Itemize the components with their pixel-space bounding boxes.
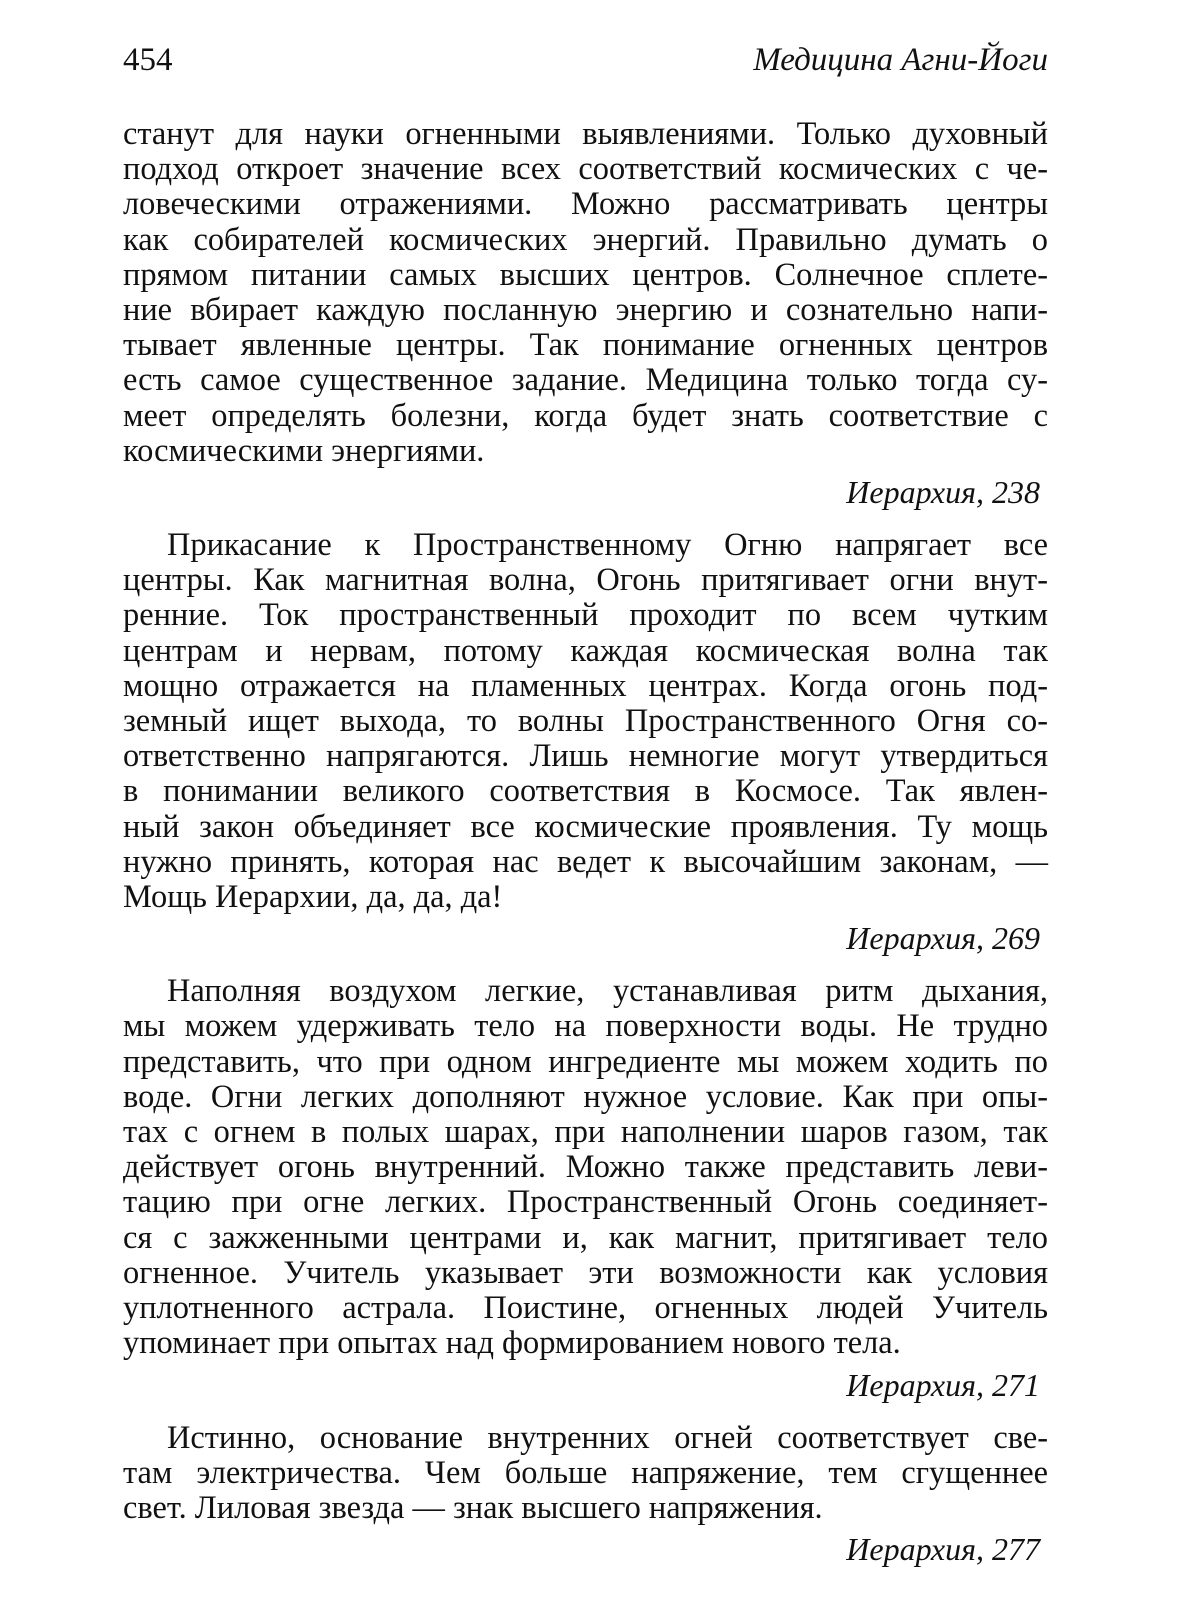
paragraph-4 (123, 1421, 1048, 1527)
text-line: центры. Как магнитная волна, Огонь притягивает огни внут- (123, 562, 1048, 599)
text-line: Прикасание к Пространственному Огню напрягает все (167, 527, 1048, 564)
text-line: Наполняя воздухом легкие, устанавливая ритм дыхания, (167, 973, 1048, 1010)
text-line: меет определять болезни, когда будет знать соответствие с (123, 397, 1048, 434)
text-line: уплотненного астрала. Поистине, огненных людей Учитель (123, 1290, 1048, 1327)
text-line: в понимании великого соответствия в Космосе. Так явлен- (123, 773, 1048, 810)
source-citation: Иерархия, 271 (846, 1366, 1040, 1403)
text-line: тывает явленные центры. Так понимание огненных центров (123, 327, 1048, 364)
text-line: ный закон объединяет все космические проявления. Ту мощь (123, 808, 1048, 845)
text-line: есть самое существенное задание. Медицина только тогда су- (123, 362, 1048, 399)
text-line: прямом питании самых высших центров. Солнечное сплете- (123, 256, 1048, 293)
source-citation: Иерархия, 277 (846, 1531, 1040, 1568)
text-line: воде. Огни легких дополняют нужное условие. Как при опы- (123, 1078, 1048, 1115)
text-line: огненное. Учитель указывает эти возможности как условия (123, 1254, 1048, 1291)
page-header (123, 38, 1048, 82)
text-line: ловеческими отражениями. Можно рассматривать центры (123, 186, 1048, 223)
source-citation: Иерархия, 269 (846, 920, 1040, 957)
text-line: мы можем удерживать тело на поверхности воды. Не трудно (123, 1008, 1048, 1045)
book-page (123, 38, 1048, 1585)
text-line: станут для науки огненными выявлениями. Только духовный (123, 116, 1048, 152)
text-line: ся с зажженными центрами и, как магнит, притягивает тело (123, 1219, 1048, 1256)
text-line: упоминает при опытах над формированием нового тела. (123, 1325, 901, 1362)
source-citation: Иерархия, 238 (846, 474, 1040, 511)
text-line: космическими энергиями. (123, 432, 485, 469)
text-line: там электричества. Чем больше напряжение, тем сгущеннее (123, 1454, 1048, 1491)
paragraph-1 (123, 117, 1048, 469)
text-line: представить, что при одном ингредиенте мы можем ходить по (123, 1043, 1048, 1080)
text-line: земный ищет выхода, то волны Пространственного Огня со- (123, 703, 1048, 740)
text-line: свет. Лиловая звезда — знак высшего напряжения. (123, 1489, 823, 1526)
text-line: ренние. Ток пространственный проходит по всем чутким (123, 597, 1048, 634)
text-line: тах с огнем в полых шарах, при наполнении шаров газом, так (123, 1114, 1048, 1151)
text-line: действует огонь внутренний. Можно также представить леви- (123, 1149, 1048, 1186)
page-number: 454 (123, 42, 173, 78)
running-title: Медицина Агни-Йоги (753, 42, 1048, 78)
text-line: как собирателей космических энергий. Правильно думать о (123, 221, 1048, 258)
text-line: ответственно напрягаются. Лишь немногие могут утвердиться (123, 738, 1048, 775)
text-line: центрам и нервам, потому каждая космическая волна так (123, 632, 1048, 669)
text-line: нужно принять, которая нас ведет к высочайшим законам, — (123, 843, 1048, 880)
paragraph-3 (123, 974, 1048, 1361)
text-line: ние вбирает каждую посланную энергию и сознательно напи- (123, 292, 1048, 329)
text-line: мощно отражается на пламенных центрах. Когда огонь под- (123, 667, 1048, 704)
paragraph-2 (123, 528, 1048, 915)
text-line: Истинно, основание внутренних огней соответствует све- (167, 1419, 1048, 1456)
text-line: подход откроет значение всех соответствий космических с че- (123, 151, 1048, 188)
text-line: Мощь Иерархии, да, да, да! (123, 879, 503, 916)
page-body (123, 117, 1048, 1569)
text-line: тацию при огне легких. Пространственный Огонь соединяет- (123, 1184, 1048, 1221)
